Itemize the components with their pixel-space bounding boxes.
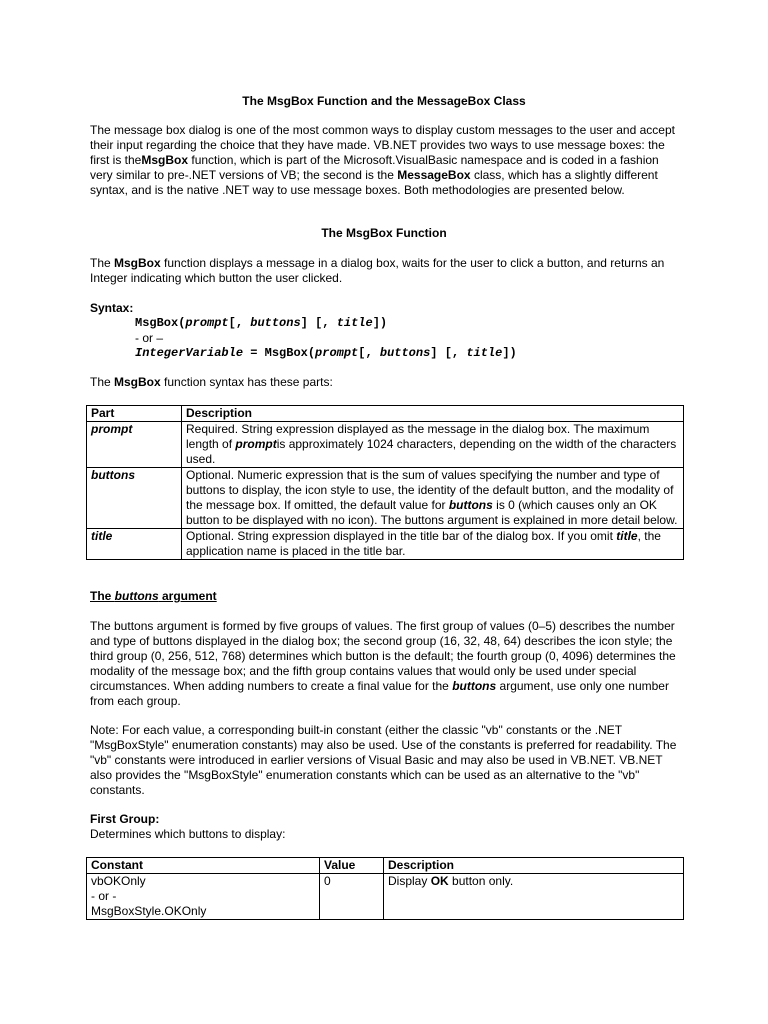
description-prompt: Required. String expression displayed as the message in the dialog box. The maximum length of promptis approximately 1024 characters, depending on the width of the characters used. — [182, 422, 684, 468]
constant-or: - or - — [91, 889, 117, 903]
syntax-line-1: MsgBox(prompt[, buttons] [, title]) — [135, 316, 388, 330]
table-row — [87, 874, 684, 920]
table-row — [87, 422, 684, 468]
section-heading-msgbox: The MsgBox Function — [321, 226, 447, 240]
syntax-or: - or – — [135, 331, 164, 345]
constants-table-header — [87, 858, 684, 874]
syntax-line-2: IntegerVariable = MsgBox(prompt[, buttons] [, title]) — [135, 346, 517, 360]
parts-table — [86, 405, 684, 560]
first-group-subheading: Determines which buttons to display: — [90, 827, 286, 841]
part-buttons: buttons — [87, 468, 182, 529]
parts-intro: The MsgBox function syntax has these parts: — [90, 375, 333, 389]
header-description: Description — [182, 406, 684, 422]
syntax-label: Syntax: — [90, 301, 134, 315]
part-prompt: prompt — [87, 422, 182, 468]
buttons-argument-paragraph: The buttons argument is formed by five groups of values. The first group of values (0–5) describes the number and type of buttons displayed in the dialog box; the second group (16, 32, 48, 64) describes the icon style; the third group (0, 256, 512, 768) determines which button is the default; the fourth group (0, 4096) determines the modality of the message box; and the fifth group contains values that would only be used under special circumstances. When adding numbers to create a final value for the buttons argument, use only one number from each group. — [90, 619, 676, 708]
description-cell: Display OK button only. — [384, 874, 684, 920]
table-row — [87, 468, 684, 529]
document-title: The MsgBox Function and the MessageBox Class — [242, 94, 526, 108]
header-part: Part — [87, 406, 182, 422]
description-title: Optional. String expression displayed in the title bar of the dialog box. If you omit title, the application name is placed in the title bar. — [182, 529, 684, 560]
part-title: title — [87, 529, 182, 560]
buttons-argument-heading: The buttons argument — [90, 589, 217, 603]
intro-paragraph: The message box dialog is one of the most common ways to display custom messages to the user and accept their input regarding the choice that they have made. VB.NET provides two ways to use message boxes: the first is theMsgBox function, which is part of the Microsoft.VisualBasic namespace and is coded in a fashion very similar to pre-.NET versions of VB; the second is the MessageBox class, which has a slightly different syntax, and is the native .NET way to use message boxes. Both methodologies are presented below. — [90, 123, 675, 197]
constant-vb-name: vbOKOnly — [91, 874, 146, 888]
constants-table — [86, 857, 684, 920]
first-group-heading: First Group: — [90, 812, 160, 826]
header-value: Value — [320, 858, 384, 874]
msgbox-description: The MsgBox function displays a message in a dialog box, waits for the user to click a button, and returns an Integer indicating which button the user clicked. — [90, 256, 665, 285]
constant-cell — [87, 874, 320, 920]
header-description: Description — [384, 858, 684, 874]
header-constant: Constant — [87, 858, 320, 874]
parts-table-header — [87, 406, 684, 422]
value-cell: 0 — [320, 874, 384, 920]
constant-enum-name: MsgBoxStyle.OKOnly — [91, 904, 207, 918]
description-buttons: Optional. Numeric expression that is the sum of values specifying the number and type of buttons to display, the icon style to use, the identity of the default button, and the modality of the message box. If omitted, the default value for buttons is 0 (which causes only an OK button to be displayed with no icon). The buttons argument is explained in more detail below. — [182, 468, 684, 529]
note-paragraph: Note: For each value, a corresponding built-in constant (either the classic "vb" constants or the .NET "MsgBoxStyle" enumeration constants) may also be used. Use of the constants is preferred for readability. The "vb" constants were introduced in earlier versions of Visual Basic and may also be used in VB.NET. VB.NET also provides the "MsgBoxStyle" enumeration constants which can be used as an alternative to the "vb" constants. — [90, 723, 677, 797]
table-row — [87, 529, 684, 560]
